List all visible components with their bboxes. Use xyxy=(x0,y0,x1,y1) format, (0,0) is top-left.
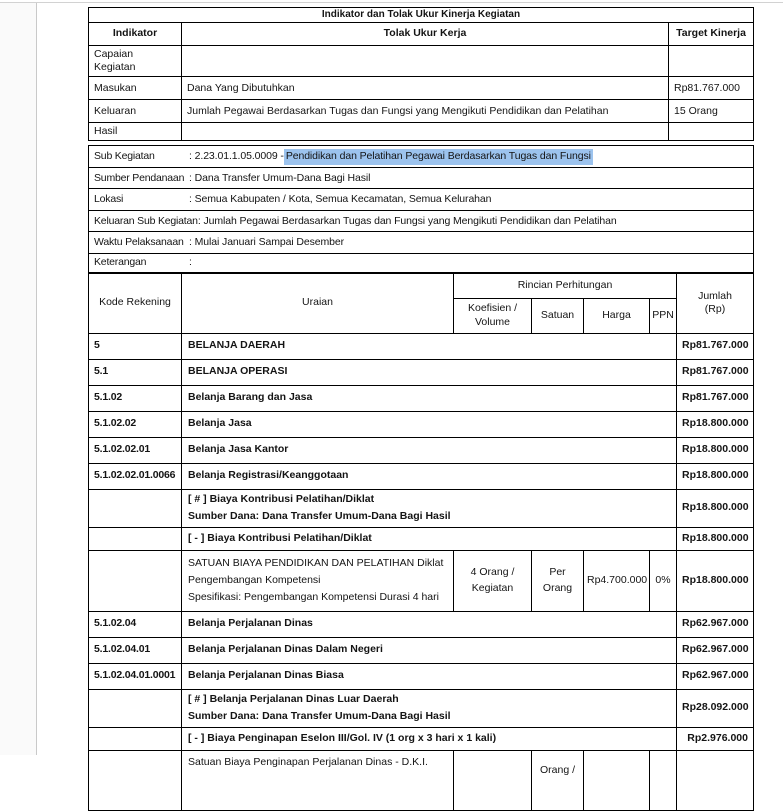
target-value: Rp81.767.000 xyxy=(669,77,754,100)
kode-rekening: 5.1.02.02.01.0066 xyxy=(89,463,182,489)
sumber-pendanaan-value: : Dana Transfer Umum-Dana Bagi Hasil xyxy=(189,171,371,184)
kode-rekening: 5.1 xyxy=(89,359,182,385)
list-item xyxy=(89,211,754,232)
document-page xyxy=(88,7,753,811)
col-header-jumlah: Jumlah (Rp) xyxy=(677,273,754,333)
satuan: Per Orang xyxy=(532,550,584,611)
satuan: Orang / xyxy=(532,750,584,810)
indicator-table xyxy=(88,7,754,141)
kode-rekening: 5.1.02.04.01 xyxy=(89,637,182,663)
table-row xyxy=(89,611,754,637)
kode-rekening: 5.1.02 xyxy=(89,385,182,411)
table-row xyxy=(89,527,754,550)
uraian: Satuan Biaya Penginapan Perjalanan Dinas - D.K.I. xyxy=(188,755,428,768)
table-row xyxy=(89,100,754,123)
col-header-koefisien-volume: Koefisien / Volume xyxy=(454,298,532,333)
col-header-tolak-ukur: Tolak Ukur Kerja xyxy=(182,23,669,46)
lokasi-value: : Semua Kabupaten / Kota, Semua Kecamatan, Semua Kelurahan xyxy=(189,193,492,206)
harga: Rp4.700.000 xyxy=(584,550,650,611)
uraian: [ - ] Biaya Penginapan Eselon III/Gol. IV (1 org x 3 hari x 1 kali) xyxy=(188,731,497,744)
lokasi-label: Lokasi xyxy=(94,193,124,206)
col-header-uraian: Uraian xyxy=(182,273,454,333)
list-item xyxy=(89,232,754,254)
uraian: [ - ] Biaya Kontribusi Pelatihan/Diklat xyxy=(188,531,372,544)
kode-rekening: 5.1.02.02.01 xyxy=(89,437,182,463)
target-value xyxy=(669,46,754,77)
table-row xyxy=(89,359,754,385)
sub-kegiatan-code: : 2.23.01.1.05.0009 - xyxy=(189,149,284,162)
keterangan-label: Keterangan xyxy=(94,256,147,269)
kode-rekening: 5 xyxy=(89,333,182,359)
uraian: BELANJA OPERASI xyxy=(188,365,288,378)
uraian: Belanja Perjalanan Dinas xyxy=(188,617,313,630)
jumlah: Rp81.767.000 xyxy=(677,333,754,359)
uraian: SATUAN BIAYA PENDIDIKAN DAN PELATIHAN Diklat Pengembangan Kompetensi Spesifikasi: Pengembangan Kompetensi Durasi 4 hari xyxy=(188,556,444,604)
tolak-ukur-value xyxy=(182,46,669,77)
uraian: Belanja Perjalanan Dinas Dalam Negeri xyxy=(188,643,383,656)
tolak-ukur-value: Jumlah Pegawai Berdasarkan Tugas dan Fungsi yang Mengikuti Pendidikan dan Pelatihan xyxy=(182,100,669,123)
waktu-pelaksanaan-value: : Mulai Januari Sampai Desember xyxy=(189,236,345,249)
koefisien-volume: 4 Orang / Kegiatan xyxy=(454,550,532,611)
jumlah: Rp28.092.000 xyxy=(677,689,754,727)
sub-kegiatan-table xyxy=(88,145,754,272)
kode-rekening: 5.1.02.04.01.0001 xyxy=(89,663,182,689)
sumber-pendanaan-label: Sumber Pendanaan xyxy=(94,171,185,184)
keterangan-value: : xyxy=(189,256,192,269)
jumlah: Rp18.800.000 xyxy=(677,437,754,463)
table-row xyxy=(89,463,754,489)
tolak-ukur-value xyxy=(182,123,669,141)
ppn: 0% xyxy=(650,550,677,611)
jumlah: Rp2.976.000 xyxy=(677,727,754,750)
table-row xyxy=(89,489,754,527)
keluaran-sub-kegiatan-value: : Jumlah Pegawai Berdasarkan Tugas dan Fungsi yang Mengikuti Pendidikan dan Pelatihan xyxy=(197,214,617,227)
table-row xyxy=(89,663,754,689)
table-row xyxy=(89,689,754,727)
table-row xyxy=(89,385,754,411)
uraian: Belanja Jasa Kantor xyxy=(188,443,289,456)
uraian: Belanja Perjalanan Dinas Biasa xyxy=(188,669,344,682)
jumlah xyxy=(677,750,754,810)
uraian: Belanja Registrasi/Keanggotaan xyxy=(188,469,349,482)
table-row xyxy=(89,77,754,100)
tolak-ukur-value: Dana Yang Dibutuhkan xyxy=(182,77,669,100)
harga xyxy=(584,750,650,810)
col-header-indikator: Indikator xyxy=(89,23,182,46)
ppn xyxy=(650,750,677,810)
table-row xyxy=(89,46,754,77)
uraian: [ # ] Belanja Perjalanan Dinas Luar Daerah Sumber Dana: Dana Transfer Umum-Dana Bagi Hasil xyxy=(188,692,451,722)
table-row xyxy=(89,637,754,663)
table-row xyxy=(89,727,754,750)
list-item xyxy=(89,168,754,189)
jumlah: Rp62.967.000 xyxy=(677,611,754,637)
indicator-label: Masukan xyxy=(89,77,182,100)
keluaran-sub-kegiatan-label: Keluaran Sub Kegiatan xyxy=(94,214,198,227)
page-top-divider xyxy=(0,2,783,3)
jumlah: Rp18.800.000 xyxy=(677,463,754,489)
budget-table xyxy=(88,273,754,811)
budget-header-row-1 xyxy=(89,273,754,298)
table-row xyxy=(89,123,754,141)
uraian: BELANJA DAERAH xyxy=(188,339,286,352)
kode-rekening: 5.1.02.04 xyxy=(89,611,182,637)
sub-kegiatan-label: Sub Kegiatan xyxy=(94,149,155,162)
col-header-ppn: PPN xyxy=(650,298,677,333)
jumlah: Rp62.967.000 xyxy=(677,637,754,663)
list-item xyxy=(89,189,754,211)
table-row xyxy=(89,333,754,359)
indicator-title-row xyxy=(89,8,754,23)
jumlah: Rp18.800.000 xyxy=(677,550,754,611)
jumlah: Rp81.767.000 xyxy=(677,359,754,385)
uraian: Belanja Jasa xyxy=(188,417,252,430)
indicator-label: Hasil xyxy=(89,123,182,141)
uraian: [ # ] Biaya Kontribusi Pelatihan/Diklat Sumber Dana: Dana Transfer Umum-Dana Bagi Hasil xyxy=(188,492,451,522)
selected-text-highlight: Pendidikan dan Pelatihan Pegawai Berdasarkan Tugas dan Fungsi xyxy=(284,149,593,165)
jumlah: Rp18.800.000 xyxy=(677,489,754,527)
koefisien-volume xyxy=(454,750,532,810)
table-row xyxy=(89,411,754,437)
target-value xyxy=(669,123,754,141)
indicator-label: Capaian Kegiatan xyxy=(89,46,182,77)
list-item xyxy=(89,254,754,272)
jumlah: Rp18.800.000 xyxy=(677,527,754,550)
target-value: 15 Orang xyxy=(669,100,754,123)
page-left-margin xyxy=(0,3,37,755)
indicator-header-row xyxy=(89,23,754,46)
indicator-table-title: Indikator dan Tolak Ukur Kinerja Kegiatan xyxy=(89,8,754,23)
table-row xyxy=(89,550,754,611)
col-header-harga: Harga xyxy=(584,298,650,333)
col-header-target-kinerja: Target Kinerja xyxy=(669,23,754,46)
kode-rekening: 5.1.02.02 xyxy=(89,411,182,437)
indicator-label: Keluaran xyxy=(89,100,182,123)
table-row xyxy=(89,437,754,463)
jumlah: Rp81.767.000 xyxy=(677,385,754,411)
list-item xyxy=(89,146,754,168)
waktu-pelaksanaan-label: Waktu Pelaksanaan xyxy=(94,236,184,249)
jumlah: Rp62.967.000 xyxy=(677,663,754,689)
col-header-rincian-perhitungan: Rincian Perhitungan xyxy=(454,273,677,298)
col-header-kode-rekening: Kode Rekening xyxy=(89,273,182,333)
col-header-satuan: Satuan xyxy=(532,298,584,333)
jumlah: Rp18.800.000 xyxy=(677,411,754,437)
table-row xyxy=(89,750,754,810)
uraian: Belanja Barang dan Jasa xyxy=(188,391,313,404)
